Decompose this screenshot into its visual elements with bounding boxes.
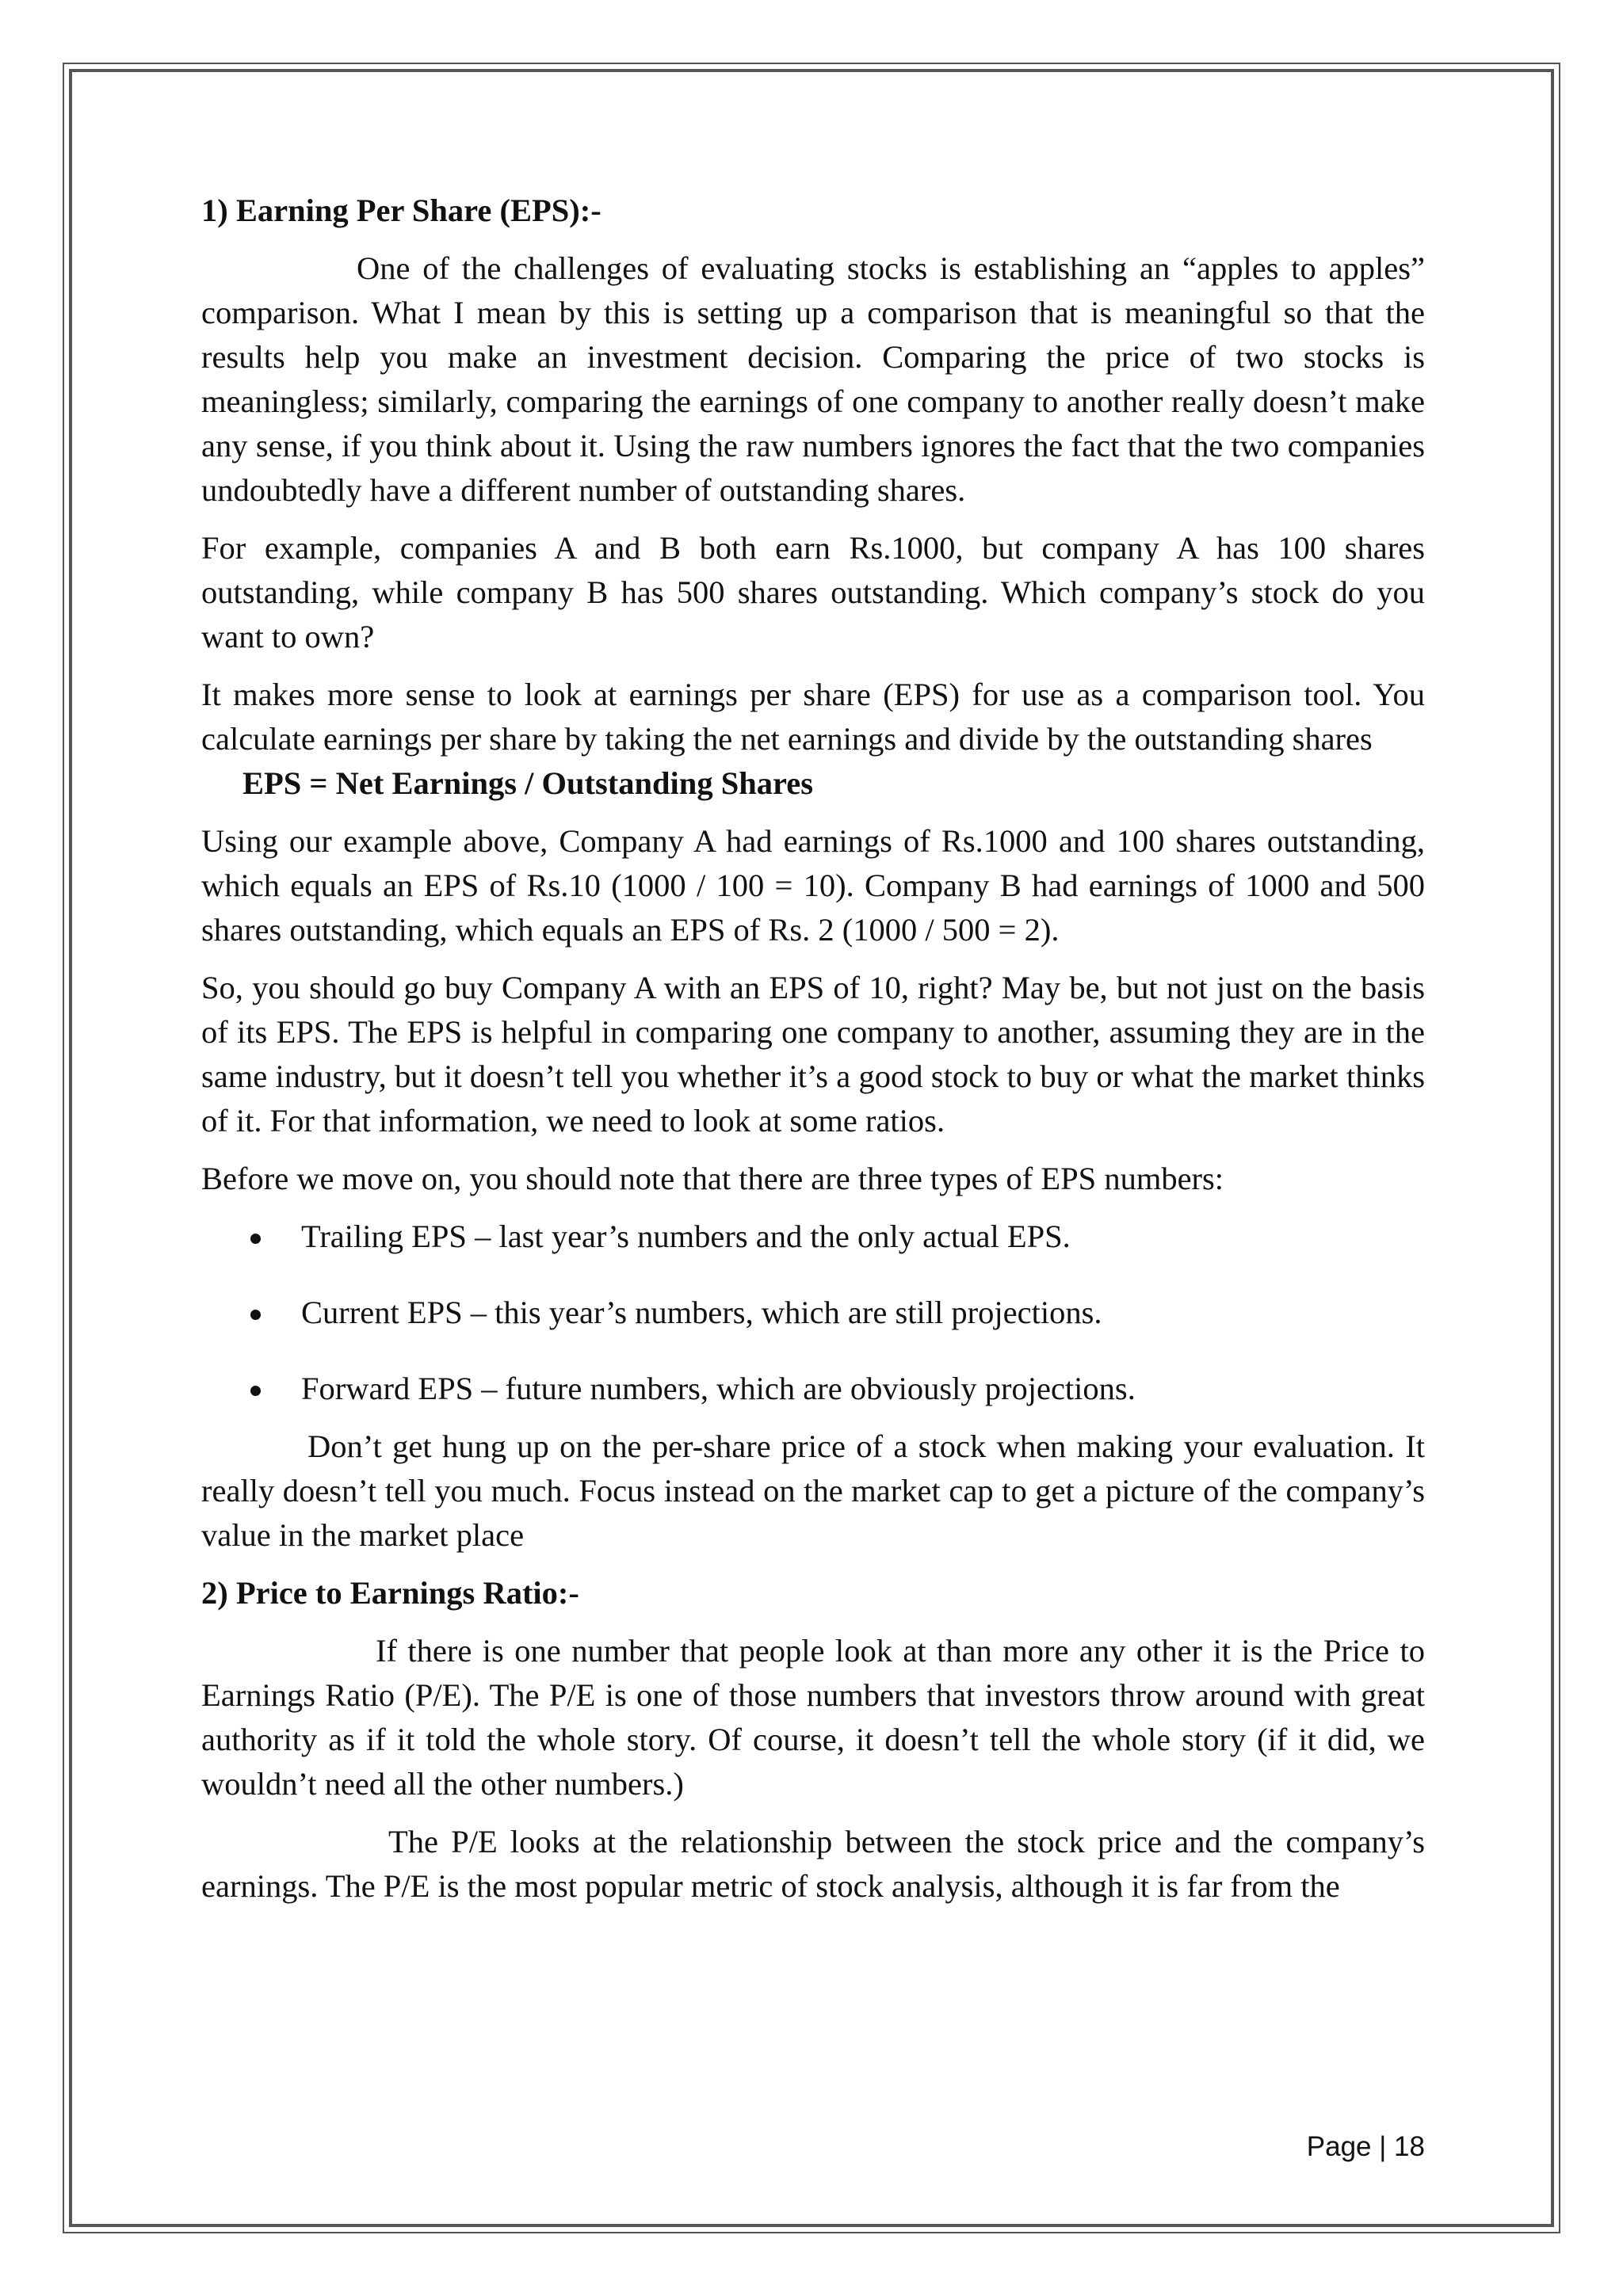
list-item [201,1367,1425,1411]
paragraph: Before we move on, you should note that there are three types of EPS numbers: [201,1161,1224,1196]
list-item [201,1215,1425,1259]
list-item [201,1291,1425,1335]
paragraph: For example, companies A and B both earn Rs.1000, but company A has 100 shares outstanding, while company B has 500 shares outstanding. Which company’s stock do you want to own? [201,530,1425,654]
paragraph: If there is one number that people look at than more any other it is the Price to Earnings Ratio (P/E). The P/E is one of those numbers that investors throw around with great authority as if it told the whole story. Of course, it doesn’t tell the whole story (if it did, we wouldn’t need all the other numbers.) [201,1633,1425,1802]
paragraph: Don’t get hung up on the per-share price of a stock when making your evaluation. It really doesn’t tell you much. Focus instead on the market cap to get a picture of the company’s value in the market place [201,1428,1425,1553]
paragraph: It makes more sense to look at earnings per share (EPS) for use as a comparison tool. You calculate earnings per share by taking the net earnings and divide by the outstanding shares [201,677,1425,757]
list-item-text: Current EPS – this year’s numbers, which are still projections. [301,1295,1102,1330]
list-item-text: Forward EPS – future numbers, which are obviously projections. [301,1371,1136,1406]
bullet-icon [250,1234,261,1244]
eps-formula: EPS = Net Earnings / Outstanding Shares [242,765,813,801]
page-number: Page | 18 [1306,2131,1425,2162]
bullet-icon [250,1386,261,1396]
paragraph: So, you should go buy Company A with an EPS of 10, right? May be, but not just on the basis of its EPS. The EPS is helpful in comparing one company to another, assuming they are in the same industry, but it doesn’t tell you whether it’s a good stock to buy or what the market thinks of it. For that information, we need to look at some ratios. [201,970,1425,1138]
eps-types-list [201,1215,1425,1411]
bullet-icon [250,1310,261,1320]
paragraph: The P/E looks at the relationship between the stock price and the company’s earnings. The P/E is the most popular metric of stock analysis, although it is far from the [201,1824,1425,1904]
document-body [201,189,1425,1922]
paragraph: One of the challenges of evaluating stocks is establishing an “apples to apples” comparison. What I mean by this is setting up a comparison that is meaningful so that the results help you make an investment decision. Comparing the price of two stocks is meaningless; similarly, comparing the earnings of one company to another really doesn’t make any sense, if you think about it. Using the raw numbers ignores the fact that the two companies undoubtedly have a different number of outstanding shares. [201,250,1425,508]
section-heading-pe-ratio: 2) Price to Earnings Ratio:- [201,1575,579,1611]
section-heading-eps: 1) Earning Per Share (EPS):- [201,193,601,228]
list-item-text: Trailing EPS – last year’s numbers and the only actual EPS. [301,1219,1071,1254]
paragraph: Using our example above, Company A had earnings of Rs.1000 and 100 shares outstanding, which equals an EPS of Rs.10 (1000 / 100 = 10). Company B had earnings of 1000 and 500 shares outstanding, which equals an EPS of Rs. 2 (1000 / 500 = 2). [201,823,1425,948]
